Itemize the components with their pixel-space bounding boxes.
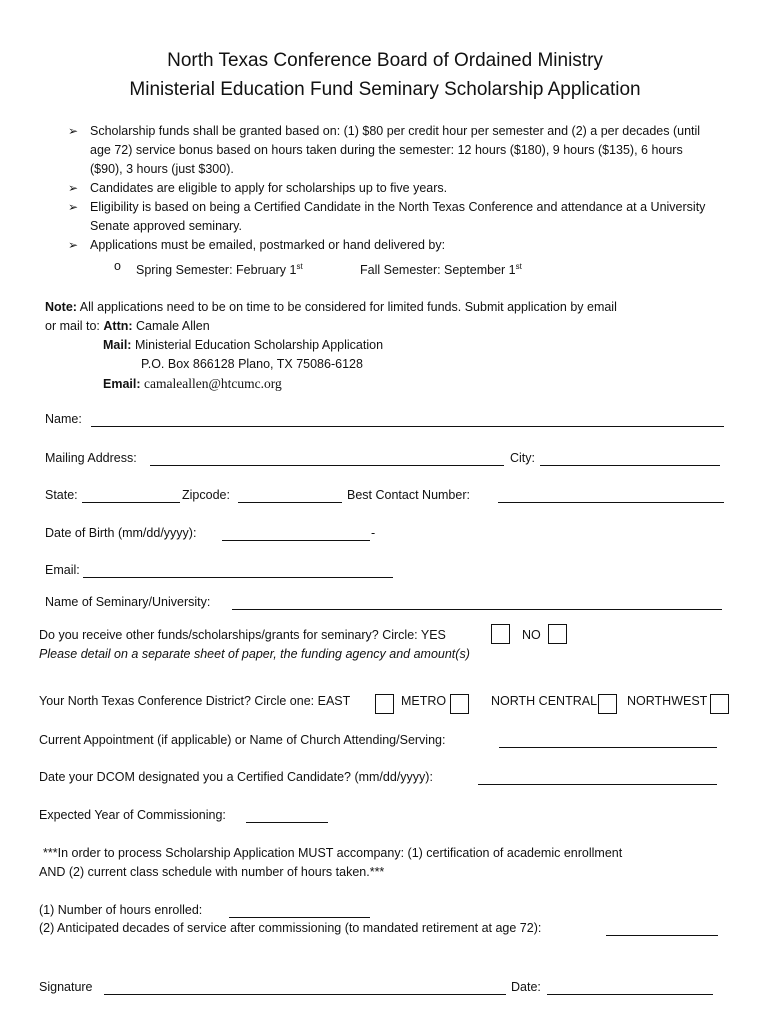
no-checkbox[interactable]	[548, 624, 567, 644]
list-item: ➢ Eligibility is based on being a Certified Candidate in the North Texas Conference and attendance at a University Senate approved seminary.	[68, 198, 718, 236]
city-label: City:	[510, 451, 535, 465]
other-funds-label: Do you receive other funds/scholarships/grants for seminary? Circle: YES	[39, 628, 446, 642]
attn-name: Camale Allen	[136, 319, 210, 333]
date-field[interactable]	[547, 994, 713, 995]
spring-deadline: Spring Semester: February 1st	[136, 262, 303, 278]
dob-dash: -	[371, 526, 376, 540]
state-label: State:	[45, 488, 78, 502]
date-label: Date:	[511, 980, 541, 994]
dcom-date-field[interactable]	[478, 784, 717, 785]
email-label: Email:	[45, 563, 80, 577]
city-field[interactable]	[540, 465, 720, 466]
mailing-address: P.O. Box 866128 Plano, TX 75086-6128	[141, 357, 363, 371]
signature-label: Signature	[39, 980, 93, 994]
east-checkbox[interactable]	[375, 694, 394, 714]
process-note-line1: ***In order to process Scholarship Application MUST accompany: (1) certification of academic enrollment	[43, 846, 623, 860]
appointment-field[interactable]	[499, 747, 717, 748]
state-field[interactable]	[82, 502, 180, 503]
appointment-label: Current Appointment (if applicable) or Name of Church Attending/Serving:	[39, 733, 446, 747]
signature-field[interactable]	[104, 994, 506, 995]
eligibility-list	[68, 122, 718, 280]
arrow-bullet-icon: ➢	[68, 200, 79, 214]
decades-label: (2) Anticipated decades of service after commissioning (to mandated retirement at age 72):	[39, 921, 542, 935]
submission-note: Note: All applications need to be on time to be considered for limited funds. Submit application by email or mail to: Attn: Camale Allen Mail: Ministerial Education Scholarship Application P.O. Box 866128 Plano, TX 75086-6128 Email: camaleallen@htcumc.org	[45, 298, 725, 394]
list-item: ➢ Applications must be emailed, postmarked or hand delivered by:	[68, 236, 718, 255]
funds-detail-note: Please detail on a separate sheet of paper, the funding agency and amount(s)	[39, 647, 470, 661]
fall-deadline: Fall Semester: September 1st	[360, 262, 522, 278]
deadline-row	[114, 257, 718, 280]
metro-checkbox[interactable]	[450, 694, 469, 714]
hours-enrolled-label: (1) Number of hours enrolled:	[39, 903, 203, 917]
name-field[interactable]	[91, 426, 724, 427]
north-central-checkbox[interactable]	[598, 694, 617, 714]
commissioning-label: Expected Year of Commissioning:	[39, 808, 226, 822]
district-label: Your North Texas Conference District? Circle one: EAST	[39, 694, 351, 708]
dcom-date-label: Date your DCOM designated you a Certified Candidate? (mm/dd/yyyy):	[39, 770, 433, 784]
contact-number-label: Best Contact Number:	[347, 488, 470, 502]
metro-label: METRO	[401, 694, 447, 708]
arrow-bullet-icon: ➢	[68, 124, 79, 138]
dob-label: Date of Birth (mm/dd/yyyy):	[45, 526, 197, 540]
northwest-label: NORTHWEST	[627, 694, 708, 708]
page-title: North Texas Conference Board of Ordained Ministry	[167, 50, 603, 71]
decades-field[interactable]	[606, 935, 718, 936]
north-central-label: NORTH CENTRAL	[491, 694, 598, 708]
no-label: NO	[522, 628, 541, 642]
name-label: Name:	[45, 412, 82, 426]
seminary-label: Name of Seminary/University:	[45, 595, 211, 609]
zipcode-field[interactable]	[238, 502, 342, 503]
northwest-checkbox[interactable]	[710, 694, 729, 714]
yes-checkbox[interactable]	[491, 624, 510, 644]
list-item: ➢ Scholarship funds shall be granted based on: (1) $80 per credit hour per semester and (2) a per decades (until age 72) service bonus based on hours taken during the semester: 12 hours ($180), 9 hours ($135), 6 hours ($90), 3 hours (just $300).	[68, 122, 718, 179]
arrow-bullet-icon: ➢	[68, 181, 79, 195]
list-item: ➢ Candidates are eligible to apply for scholarships up to five years.	[68, 179, 718, 198]
mailing-address-label: Mailing Address:	[45, 451, 137, 465]
zipcode-label: Zipcode:	[182, 488, 230, 502]
sub-bullet: o	[114, 259, 121, 273]
contact-email: camaleallen@htcumc.org	[144, 376, 282, 391]
page-subtitle: Ministerial Education Fund Seminary Scholarship Application	[129, 79, 641, 100]
commissioning-field[interactable]	[246, 822, 328, 823]
process-note-line2: AND (2) current class schedule with number of hours taken.***	[39, 865, 385, 879]
mailing-address-field[interactable]	[150, 465, 504, 466]
note-label: Note:	[45, 300, 77, 314]
contact-number-field[interactable]	[498, 502, 724, 503]
dob-field[interactable]	[222, 540, 370, 541]
seminary-field[interactable]	[232, 609, 722, 610]
arrow-bullet-icon: ➢	[68, 238, 79, 252]
hours-enrolled-field[interactable]	[229, 917, 370, 918]
email-field[interactable]	[83, 577, 393, 578]
